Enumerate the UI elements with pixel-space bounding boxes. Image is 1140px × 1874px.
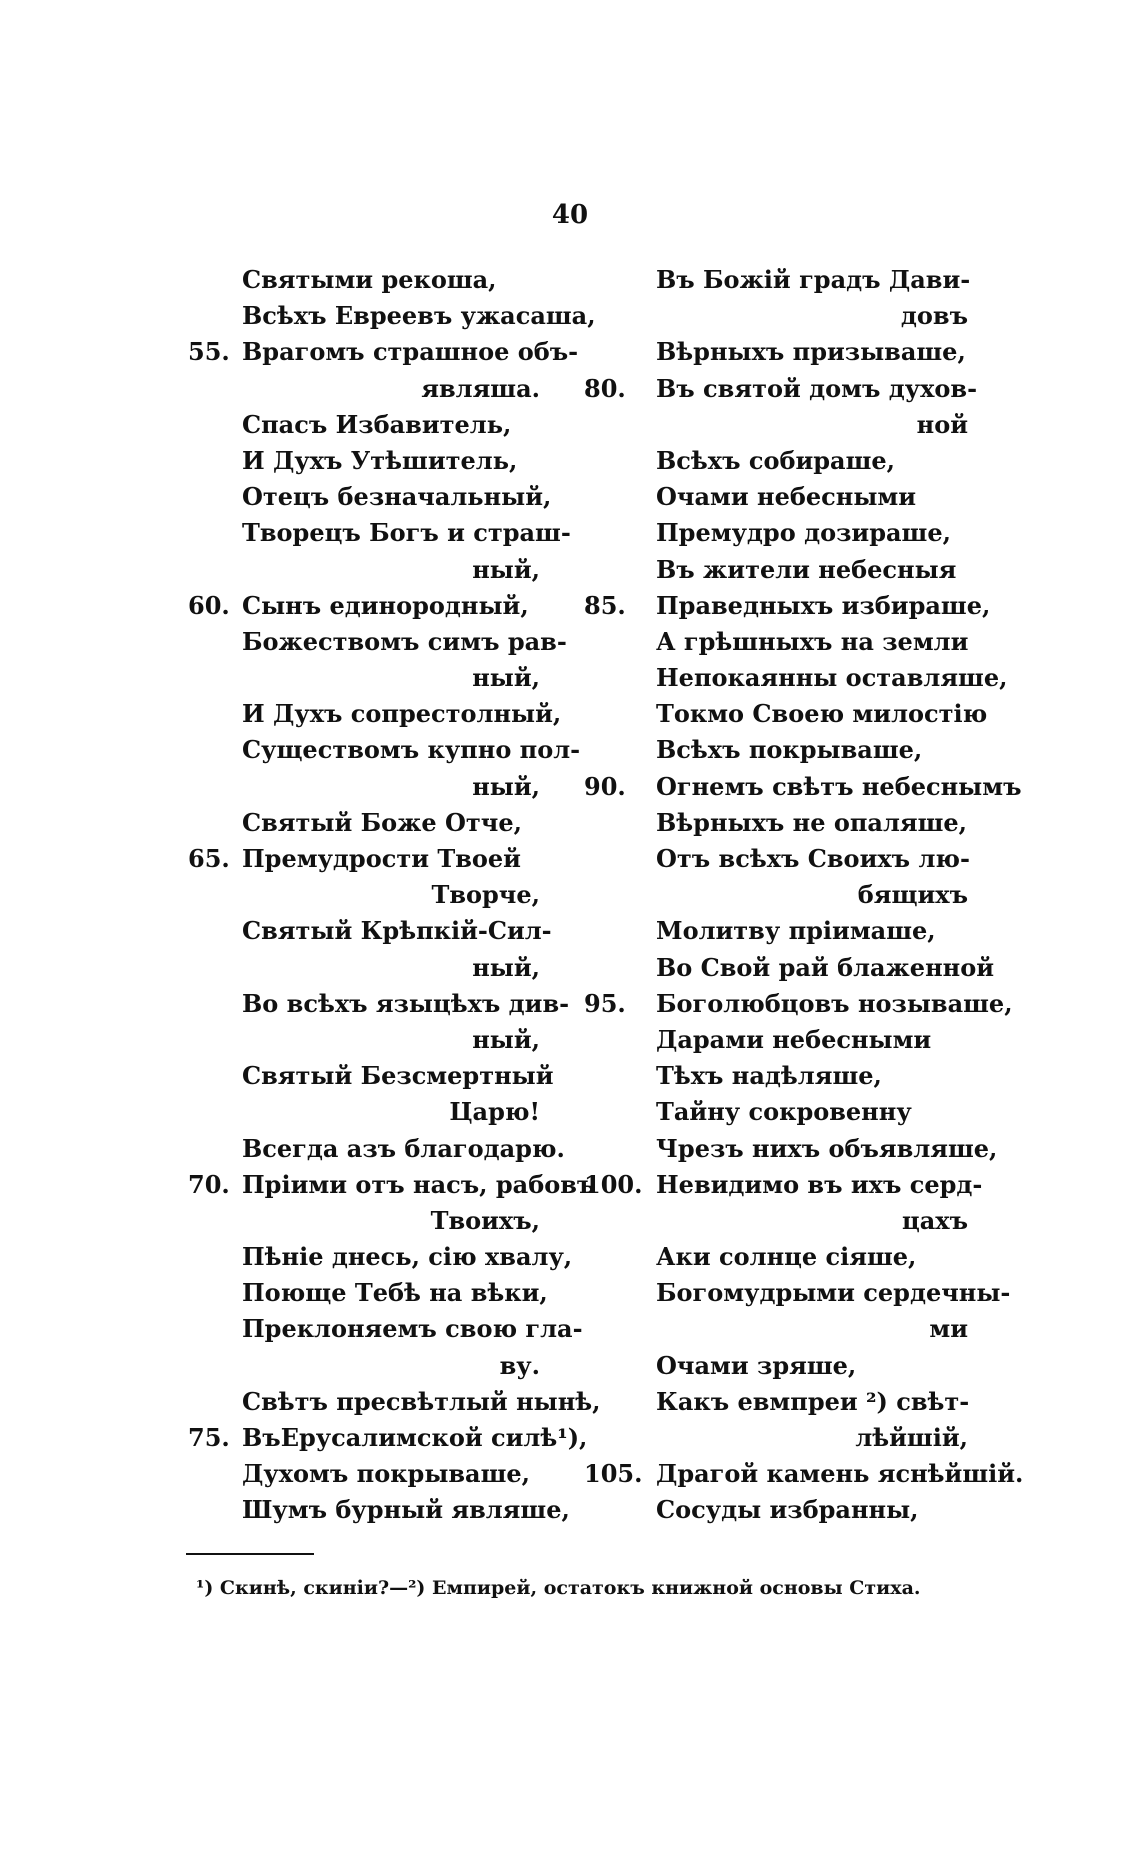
right-column [584,262,1024,1529]
verse-line [180,877,560,913]
verse-line [584,1094,976,1130]
verse-text: Духомъ покрываше, [242,1459,531,1489]
verse-text: Преклоняемъ свою гла- [242,1314,583,1344]
verse-number: 100. [584,1169,643,1199]
verse-line [584,1420,976,1456]
verse-text: Святый Безсмертный [242,1061,554,1091]
verse-line [584,1058,976,1094]
verse-line [584,262,976,298]
verse-text: Огнемъ свѣтъ небеснымъ [656,771,1022,801]
verse-line [180,696,560,732]
verse-text: Невидимо въ ихъ серд- [656,1169,983,1199]
verse-line [180,1311,583,1347]
left-column [180,262,601,1529]
footnote: ¹) Скинѣ, скиніи?—²) Емпирей, остатокъ книжной основы Стиха. [196,1577,921,1599]
verse-text: Тѣхъ надѣляше, [656,1061,882,1091]
verse-line [180,1492,570,1528]
verse-line [584,443,976,479]
verse-line [180,805,560,841]
verse-text: ный, [472,554,540,584]
verse-text: Спасъ Избавитель, [242,409,512,439]
verse-text: Всѣхъ собираше, [656,445,896,475]
verse-text: Божествомъ симъ рав- [242,626,567,656]
verse-text: Сосуды избранны, [656,1495,919,1525]
verse-line [180,1456,560,1492]
verse-line [584,1022,976,1058]
verse-text: ный, [472,1024,540,1054]
verse-line [584,334,976,370]
verse-line [584,732,976,768]
verse-text: Праведныхъ избираше, [656,590,991,620]
verse-text: Всѣхъ покрываше, [656,735,923,765]
verse-text: Во всѣхъ языцѣхъ див- [242,988,570,1018]
verse-text: Боголюбцовъ нозываше, [656,988,1013,1018]
verse-line [180,1384,601,1420]
verse-text: ВъЕрусалимской силѣ¹), [242,1423,588,1452]
verse-line [584,1203,976,1239]
verse-text: Премудро дозираше, [656,518,951,548]
verse-line [584,1492,976,1528]
verse-line [584,1275,1011,1311]
verse-line [584,479,976,515]
verse-number: 60. [188,590,230,620]
verse-line [584,950,995,986]
verse-line [584,805,976,841]
verse-line [584,298,976,334]
verse-line [180,913,560,949]
verse-line [584,1384,976,1420]
verse-line [180,515,571,551]
verse-text: Тайну сокровенну [656,1097,912,1127]
verse-text: Драгой камень яснѣйшій. [656,1459,1024,1489]
verse-text: Во Свой рай блаженной [656,952,995,982]
verse-line [180,769,560,805]
verse-line [180,1420,588,1456]
verse-text: Молитву пріимаше, [656,916,936,946]
verse-line [180,1348,560,1384]
verse-number: 65. [188,844,230,873]
verse-text: Аки солнце сіяше, [656,1242,917,1272]
verse-number: 70. [188,1169,230,1199]
verse-text: А грѣшныхъ на земли [656,626,969,656]
verse-line [584,1167,983,1203]
verse-line [180,588,560,624]
verse-line [584,660,1008,696]
verse-line [584,696,988,732]
verse-number: 105. [584,1459,643,1489]
verse-line [180,298,596,334]
verse-text: Въ жители небесныя [656,554,957,584]
verse-line [180,552,560,588]
verse-text: Святыми рекоша, [242,265,497,294]
verse-text: Творецъ Богъ и страш- [242,518,571,548]
verse-line [180,371,560,407]
verse-text: Въ Божій градъ Дави- [656,265,971,294]
verse-line [584,552,976,588]
verse-text: Вѣрныхъ не опаляше, [656,807,968,837]
verse-line [180,1203,560,1239]
verse-line [180,1022,560,1058]
verse-line [584,588,991,624]
verse-line [180,660,560,696]
verse-text: Врагомъ страшное объ- [242,337,579,367]
verse-text: Чрезъ нихъ объявляше, [656,1133,998,1163]
verse-number: 80. [584,373,626,403]
verse-line [584,371,976,407]
verse-text: Святый Боже Отче, [242,807,522,837]
verse-text: ми [929,1314,968,1344]
verse-text: Сынъ единородный, [242,590,529,620]
verse-line [180,1239,573,1275]
verse-line [180,334,579,370]
verse-line [584,624,976,660]
verse-text: Творче, [431,880,540,910]
verse-line [180,950,560,986]
verse-line [180,407,560,443]
verse-number: 90. [584,771,626,801]
verse-line [180,1167,596,1203]
verse-text: Премудрости Твоей [242,844,521,873]
verse-text: ный, [472,771,540,801]
verse-text: Очами зряше, [656,1350,857,1380]
verse-line [180,732,581,768]
verse-line [584,407,976,443]
verse-line [180,1058,560,1094]
footnote-divider [186,1553,314,1555]
page-number: 40 [551,200,589,230]
verse-text: Пѣніе днесь, сію хвалу, [242,1242,573,1272]
verse-text: Отъ всѣхъ Своихъ лю- [656,844,970,873]
verse-text: Дарами небесными [656,1024,932,1054]
verse-text: Поюще Тебѣ на вѣки, [242,1278,548,1308]
verse-text: Шумъ бурный являше, [242,1495,570,1525]
verse-line [584,1131,998,1167]
verse-text: Какъ евмпреи ²) свѣт- [656,1386,970,1416]
verse-text: Отецъ безначальный, [242,482,552,512]
verse-line [584,986,1013,1022]
verse-text: бящихъ [857,880,968,910]
verse-line [584,1311,976,1347]
verse-line [180,1094,560,1130]
verse-text: ву. [499,1350,540,1380]
verse-line [584,769,1022,805]
verse-line [180,841,560,877]
verse-text: Въ святой домъ духов- [656,373,978,403]
verse-line [180,262,560,298]
verse-line [180,443,560,479]
verse-text: Свѣтъ пресвѣтлый нынѣ, [242,1386,601,1416]
verse-text: Вѣрныхъ призываше, [656,337,966,367]
verse-text: ный, [472,952,540,982]
verse-number: 85. [584,590,626,620]
verse-line [584,515,976,551]
verse-line [180,986,570,1022]
verse-text: ный, [472,663,540,693]
verse-line [584,1239,976,1275]
verse-text: Царю! [449,1097,540,1127]
verse-text: цахъ [902,1205,968,1235]
verse-text: Всѣхъ Евреевъ ужасаша, [242,301,596,331]
verse-text: Очами небесными [656,482,917,512]
verse-text: Всегда азъ благодарю. [242,1133,565,1163]
verse-line [584,877,976,913]
verse-line [584,1456,1024,1492]
verse-text: Святый Крѣпкій-Сил- [242,916,552,946]
verse-text: Токмо Своею милостію [656,699,988,729]
verse-line [584,913,976,949]
verse-number: 75. [188,1423,230,1452]
verse-text: лѣйшій, [855,1423,968,1452]
verse-line [180,624,567,660]
verse-line [180,1131,565,1167]
verse-line [584,841,976,877]
verse-text: Твоихъ, [430,1205,540,1235]
verse-text: Непокаянны оставляше, [656,663,1008,693]
verse-number: 55. [188,337,230,367]
verse-text: Пріими отъ насъ, рабовъ [242,1169,596,1199]
verse-line [180,479,560,515]
verse-text: Богомудрыми сердечны- [656,1278,1011,1308]
verse-text: ной [916,409,968,439]
verse-line [180,1275,560,1311]
verse-line [584,1348,976,1384]
verse-text: довъ [900,301,968,331]
verse-text: И Духъ сопрестолный, [242,699,562,729]
verse-number: 95. [584,988,626,1018]
verse-text: являша. [421,373,540,403]
verse-text: Существомъ купно пол- [242,735,581,765]
verse-text: И Духъ Утѣшитель, [242,445,518,475]
